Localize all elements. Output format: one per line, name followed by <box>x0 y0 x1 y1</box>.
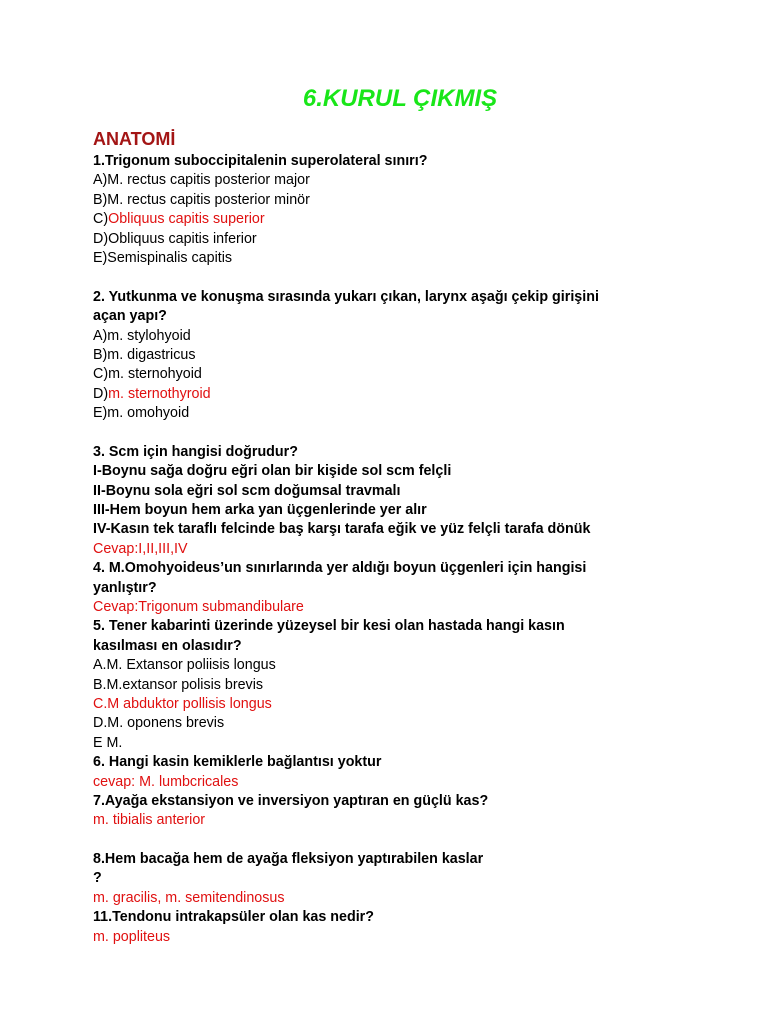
question-text: yanlıştır? <box>93 579 157 596</box>
answer-text: m. gracilis, m. semitendinosus <box>93 889 285 906</box>
question-text: 6. Hangi kasin kemiklerle bağlantısı yoktur <box>93 754 382 771</box>
blank-line <box>93 831 693 850</box>
question-text: 5. Tener kabarinti üzerinde yüzeysel bir kesi olan hastada hangi kasın <box>93 618 565 635</box>
blank-line <box>93 268 693 287</box>
option-text: E M. <box>93 734 123 751</box>
option-letter: D) <box>93 385 109 402</box>
option-text: B)M. rectus capitis posterior minör <box>93 191 310 208</box>
correct-option <box>93 385 693 404</box>
document-page <box>93 82 693 947</box>
option-text: B)m. digastricus <box>93 346 196 363</box>
question-text: açan yapı? <box>93 308 167 325</box>
question-text: 8.Hem bacağa hem de ayağa fleksiyon yaptırabilen kaslar <box>93 851 484 868</box>
option-text: D.M. oponens brevis <box>93 715 225 732</box>
answer-text: Cevap:I,II,III,IV <box>93 540 188 557</box>
option-text: A)m. stylohyoid <box>93 327 191 344</box>
option-text: C)m. sternohyoid <box>93 366 202 383</box>
option-text: D)Obliquus capitis inferior <box>93 230 257 247</box>
option-letter: C) <box>93 211 109 228</box>
question-text: II-Boynu sola eğri sol scm doğumsal travmalı <box>93 482 401 499</box>
question-text: I-Boynu sağa doğru eğri olan bir kişide sol scm felçli <box>93 463 452 480</box>
question-list <box>93 152 693 947</box>
question-text: 7.Ayağa ekstansiyon ve inversiyon yaptıran en güçlü kas? <box>93 792 489 809</box>
answer-text: m. tibialis anterior <box>93 812 206 829</box>
option-text: B.M.extansor polisis brevis <box>93 676 264 693</box>
question-text: ? <box>93 870 102 887</box>
option-text: E)m. omohyoid <box>93 405 190 422</box>
page-title: 6.KURUL ÇIKMIŞ <box>302 85 498 112</box>
blank-line <box>93 423 693 442</box>
question-text: IV-Kasın tek taraflı felcinde baş karşı tarafa eğik ve yüz felçli tarafa dönük <box>93 521 591 538</box>
correct-option-text: Obliquus capitis superior <box>108 211 265 228</box>
option-text: A)M. rectus capitis posterior major <box>93 172 310 189</box>
option-text: A.M. Extansor poliisis longus <box>93 657 276 674</box>
question-text: 3. Scm için hangisi doğrudur? <box>93 443 298 460</box>
section-heading: ANATOMİ <box>93 129 176 149</box>
correct-option <box>93 210 693 229</box>
answer-text: m. popliteus <box>93 928 171 945</box>
question-text: 4. M.Omohyoideus’un sınırlarında yer aldığı boyun üçgenleri için hangisi <box>93 560 587 577</box>
question-text: III-Hem boyun hem arka yan üçgenlerinde yer alır <box>93 502 427 519</box>
question-text: kasılması en olasıdır? <box>93 637 242 654</box>
question-text: 2. Yutkunma ve konuşma sırasında yukarı çıkan, larynx aşağı çekip girişini <box>93 288 599 305</box>
option-text: E)Semispinalis capitis <box>93 249 233 266</box>
correct-option-text: m. sternothyroid <box>108 385 211 402</box>
answer-text: Cevap:Trigonum submandibulare <box>93 598 304 615</box>
answer-text: C.M abduktor pollisis longus <box>93 695 272 712</box>
answer-text: cevap: M. lumbcricales <box>93 773 239 790</box>
question-text: 11.Tendonu intrakapsüler olan kas nedir? <box>93 909 374 926</box>
question-text: 1.Trigonum suboccipitalenin superolateral sınırı? <box>93 153 428 169</box>
